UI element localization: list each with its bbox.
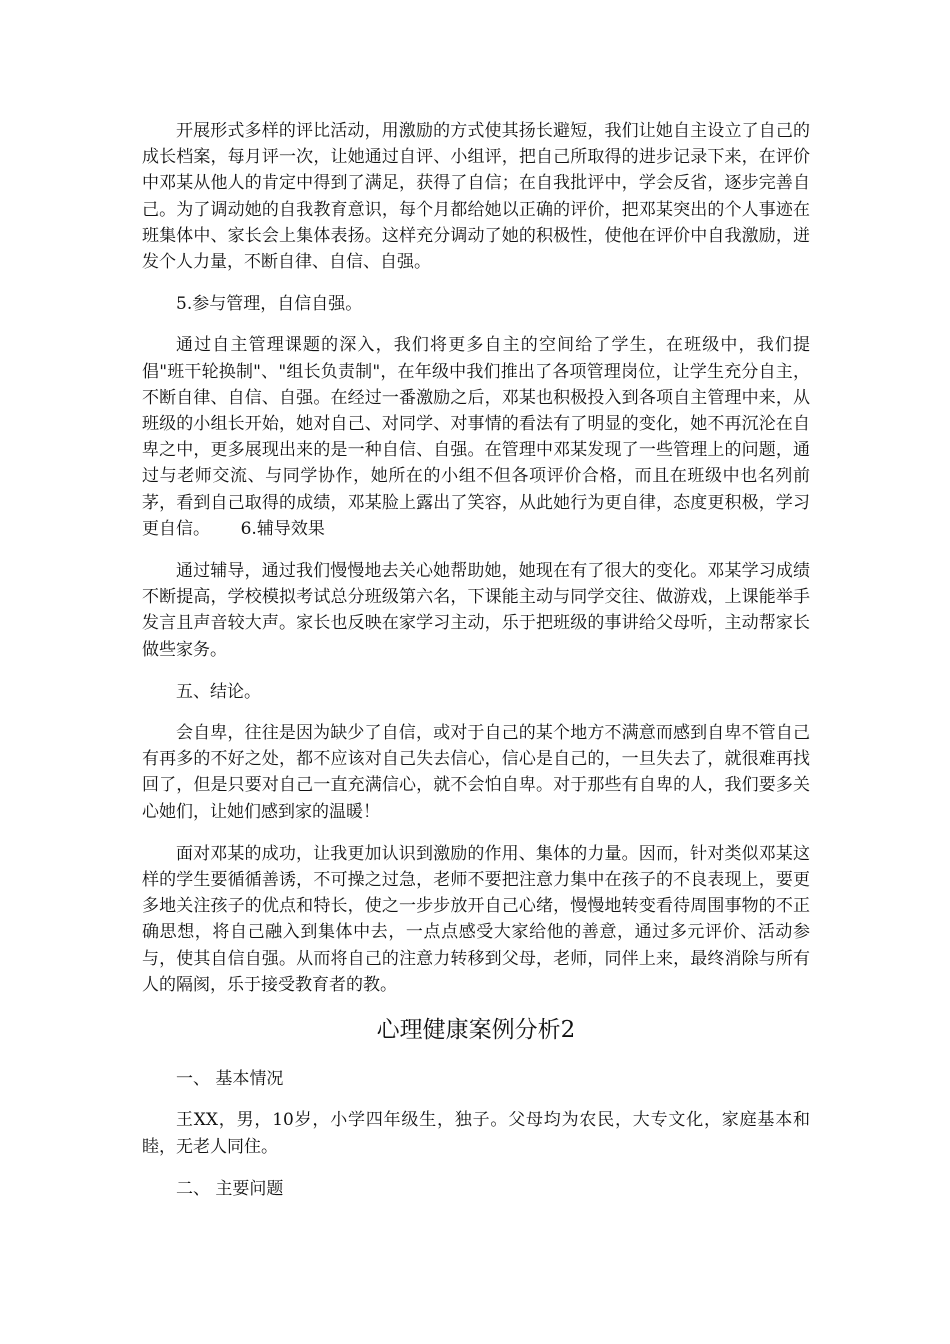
section-title: 心理健康案例分析2 — [376, 1017, 576, 1044]
heading-participate-management: 5.参与管理，自信自强。 — [176, 294, 363, 315]
document-page — [142, 118, 810, 1217]
heading-main-problem: 二、 主要问题 — [176, 1178, 284, 1199]
paragraph-self-management — [142, 332, 810, 542]
paragraph-basic-info: 王XX，男，10岁，小学四年级生，独子。父母均为农民，大专文化，家庭基本和睦，无老人同住。 — [142, 1110, 810, 1157]
heading-basic-info: 一、 基本情况 — [176, 1069, 284, 1090]
paragraph-conclusion-1: 会自卑，往往是因为缺少了自信，或对于自己的某个地方不满意而感到自卑不管自己有再多的不好之处，都不应该对自己失去信心，信心是自己的，一旦失去了，就很难再找回了，但是只要对自己一直充满信心，就不会怕自卑。对于那些有自卑的人，我们要多关心她们，让她们感到家的温暖！ — [142, 723, 810, 822]
paragraph-self-management-text: 通过自主管理课题的深入，我们将更多自主的空间给了学生，在班级中，我们提倡"班干轮换制"、"组长负责制"，在年级中我们推出了各项管理岗位，让学生充分自主，不断自律、自信、自强。在经过一番激励之后，邓某也积极投入到各项自主管理中来，从班级的小组长开始，她对自己、对同学、对事情的看法有了明显的变化，她不再沉沦在自卑之中，更多展现出来的是一种自信、自强。在管理中邓某发现了一些管理上的问题，通过与老师交流、与同学协作，她所在的小组不但各项评价合格，而且在班级中也名列前茅，看到自己取得的成绩，邓某脸上露出了笑容，从此她行为更自律，态度更积极，学习更自信。 — [142, 335, 810, 539]
paragraph-evaluation: 开展形式多样的评比活动，用激励的方式使其扬长避短，我们让她自主设立了自己的成长档案，每月评一次，让她通过自评、小组评，把自己所取得的进步记录下来，在评价中邓某从他人的肯定中得到了满足，获得了自信；在自我批评中，学会反省，逐步完善自己。为了调动她的自我教育意识，每个月都给她以正确的评价，把邓某突出的个人事迹在班集体中、家长会上集体表扬。这样充分调动了她的积极性，使他在评价中自我激励，迸发个人力量，不断自律、自信、自强。 — [142, 121, 810, 273]
paragraph-conclusion-2: 面对邓某的成功，让我更加认识到激励的作用、集体的力量。因而，针对类似邓某这样的学生要循循善诱，不可操之过急，老师不要把注意力集中在孩子的不良表现上，要更多地关注孩子的优点和特长，使之一步步放开自己心绪，慢慢地转变看待周围事物的不正确思想，将自己融入到集体中去，一点点感受大家给他的善意，通过多元评价、活动参与，使其自信自强。从而将自己的注意力转移到父母，老师，同伴上来，最终消除与所有人的隔阂，乐于接受教育者的教。 — [142, 843, 810, 995]
heading-counseling-effect: 6.辅导效果 — [240, 518, 325, 539]
heading-conclusion: 五、结论。 — [176, 681, 261, 702]
paragraph-counseling-result: 通过辅导，通过我们慢慢地去关心她帮助她，她现在有了很大的变化。邓某学习成绩不断提高，学校模拟考试总分班级第六名，下课能主动与同学交往、做游戏，上课能举手发言且声音较大声。家长也反映在家学习主动，乐于把班级的事讲给父母听，主动帮家长做些家务。 — [142, 561, 810, 660]
